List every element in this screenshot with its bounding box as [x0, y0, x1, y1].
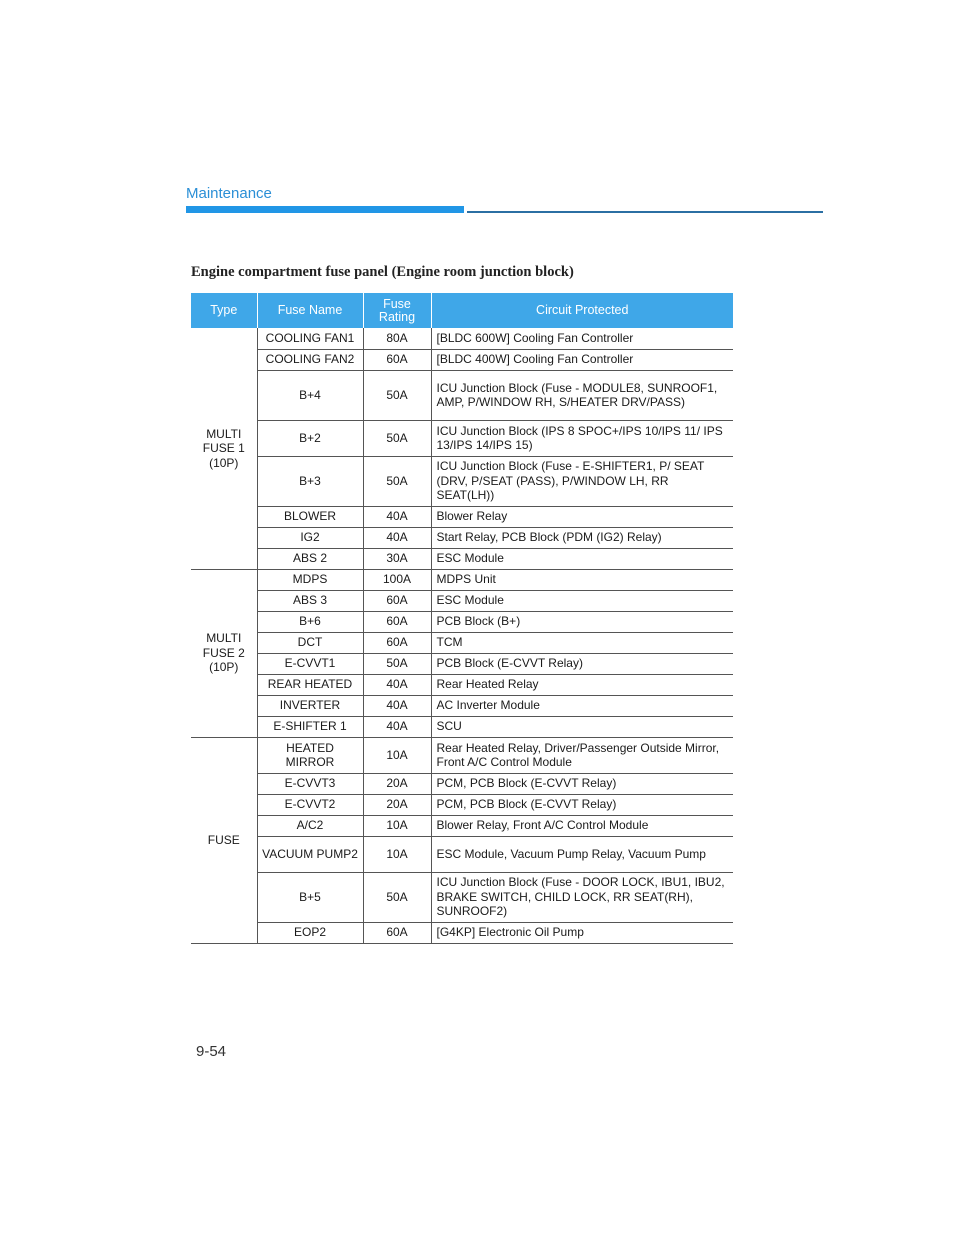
table-row: [191, 836, 733, 872]
fuse-rating-cell: 20A: [363, 794, 431, 815]
table-row: [191, 737, 733, 773]
table-row: [191, 922, 733, 943]
fuse-name-cell: B+4: [257, 370, 363, 420]
circuit-cell: PCB Block (E-CVVT Relay): [431, 653, 733, 674]
fuse-name-cell: REAR HEATED: [257, 674, 363, 695]
header-type: Type: [191, 293, 257, 328]
fuse-name-cell: B+6: [257, 611, 363, 632]
circuit-cell: Start Relay, PCB Block (PDM (IG2) Relay): [431, 527, 733, 548]
table-header-row: [191, 293, 733, 328]
fuse-rating-cell: 10A: [363, 815, 431, 836]
fuse-name-cell: B+2: [257, 420, 363, 456]
table-row: [191, 611, 733, 632]
table-row: [191, 569, 733, 590]
table-row: [191, 632, 733, 653]
circuit-cell: [BLDC 400W] Cooling Fan Controller: [431, 349, 733, 370]
fuse-rating-cell: 50A: [363, 653, 431, 674]
table-row: [191, 773, 733, 794]
header-accent-bar: [186, 206, 464, 213]
table-caption: Engine compartment fuse panel (Engine room junction block): [191, 264, 574, 280]
table-row: [191, 590, 733, 611]
type-cell: MULTI FUSE 1 (10P): [191, 328, 257, 569]
fuse-rating-cell: 10A: [363, 836, 431, 872]
fuse-rating-cell: 40A: [363, 527, 431, 548]
fuse-rating-cell: 10A: [363, 737, 431, 773]
table-row: [191, 674, 733, 695]
fuse-name-cell: COOLING FAN2: [257, 349, 363, 370]
table-row: [191, 349, 733, 370]
circuit-cell: ESC Module: [431, 590, 733, 611]
fuse-table: [191, 293, 733, 944]
header-fuse-rating: Fuse Rating: [363, 293, 431, 328]
circuit-cell: PCM, PCB Block (E-CVVT Relay): [431, 794, 733, 815]
fuse-rating-cell: 80A: [363, 328, 431, 349]
fuse-name-cell: ABS 2: [257, 548, 363, 569]
table-row: [191, 420, 733, 456]
circuit-cell: [G4KP] Electronic Oil Pump: [431, 922, 733, 943]
fuse-name-cell: HEATED MIRROR: [257, 737, 363, 773]
fuse-rating-cell: 50A: [363, 370, 431, 420]
circuit-cell: ICU Junction Block (Fuse - E-SHIFTER1, P/ SEAT (DRV, P/SEAT (PASS), P/WINDOW LH, RR SEAT(LH)): [431, 456, 733, 506]
type-cell: MULTI FUSE 2 (10P): [191, 569, 257, 737]
fuse-name-cell: E-CVVT1: [257, 653, 363, 674]
circuit-cell: PCM, PCB Block (E-CVVT Relay): [431, 773, 733, 794]
circuit-cell: Blower Relay: [431, 506, 733, 527]
table-row: [191, 695, 733, 716]
fuse-name-cell: A/C2: [257, 815, 363, 836]
section-title: Maintenance: [186, 185, 272, 202]
fuse-rating-cell: 60A: [363, 590, 431, 611]
fuse-rating-cell: 60A: [363, 922, 431, 943]
type-cell: FUSE: [191, 737, 257, 943]
table-row: [191, 815, 733, 836]
fuse-rating-cell: 40A: [363, 674, 431, 695]
fuse-rating-cell: 100A: [363, 569, 431, 590]
fuse-rating-cell: 60A: [363, 611, 431, 632]
fuse-name-cell: COOLING FAN1: [257, 328, 363, 349]
fuse-rating-cell: 60A: [363, 349, 431, 370]
circuit-cell: PCB Block (B+): [431, 611, 733, 632]
circuit-cell: Rear Heated Relay: [431, 674, 733, 695]
table-row: [191, 328, 733, 349]
fuse-rating-cell: 50A: [363, 456, 431, 506]
fuse-name-cell: DCT: [257, 632, 363, 653]
fuse-name-cell: IG2: [257, 527, 363, 548]
circuit-cell: ICU Junction Block (Fuse - DOOR LOCK, IBU1, IBU2, BRAKE SWITCH, CHILD LOCK, RR SEAT(RH), SUNROOF2): [431, 872, 733, 922]
header-circuit: Circuit Protected: [431, 293, 733, 328]
fuse-rating-cell: 40A: [363, 716, 431, 737]
table-row: [191, 548, 733, 569]
table-row: [191, 506, 733, 527]
table-row: [191, 653, 733, 674]
circuit-cell: ICU Junction Block (Fuse - MODULE8, SUNROOF1, AMP, P/WINDOW RH, S/HEATER DRV/PASS): [431, 370, 733, 420]
fuse-name-cell: INVERTER: [257, 695, 363, 716]
fuse-rating-cell: 40A: [363, 506, 431, 527]
table-row: [191, 456, 733, 506]
fuse-rating-cell: 50A: [363, 420, 431, 456]
fuse-name-cell: E-CVVT2: [257, 794, 363, 815]
fuse-name-cell: MDPS: [257, 569, 363, 590]
fuse-table-body: [191, 328, 733, 943]
table-row: [191, 716, 733, 737]
fuse-name-cell: E-CVVT3: [257, 773, 363, 794]
circuit-cell: SCU: [431, 716, 733, 737]
circuit-cell: ESC Module: [431, 548, 733, 569]
header-fuse-name: Fuse Name: [257, 293, 363, 328]
table-row: [191, 794, 733, 815]
fuse-rating-cell: 20A: [363, 773, 431, 794]
circuit-cell: Rear Heated Relay, Driver/Passenger Outside Mirror, Front A/C Control Module: [431, 737, 733, 773]
circuit-cell: ESC Module, Vacuum Pump Relay, Vacuum Pump: [431, 836, 733, 872]
fuse-name-cell: B+3: [257, 456, 363, 506]
fuse-name-cell: BLOWER: [257, 506, 363, 527]
fuse-name-cell: E-SHIFTER 1: [257, 716, 363, 737]
fuse-rating-cell: 60A: [363, 632, 431, 653]
circuit-cell: MDPS Unit: [431, 569, 733, 590]
fuse-rating-cell: 30A: [363, 548, 431, 569]
fuse-name-cell: B+5: [257, 872, 363, 922]
table-row: [191, 527, 733, 548]
circuit-cell: [BLDC 600W] Cooling Fan Controller: [431, 328, 733, 349]
page-number: 9-54: [196, 1043, 227, 1060]
fuse-rating-cell: 50A: [363, 872, 431, 922]
fuse-name-cell: VACUUM PUMP2: [257, 836, 363, 872]
table-row: [191, 872, 733, 922]
header-rule: [467, 211, 823, 213]
fuse-name-cell: ABS 3: [257, 590, 363, 611]
circuit-cell: ICU Junction Block (IPS 8 SPOC+/IPS 10/IPS 11/ IPS 13/IPS 14/IPS 15): [431, 420, 733, 456]
fuse-name-cell: EOP2: [257, 922, 363, 943]
circuit-cell: Blower Relay, Front A/C Control Module: [431, 815, 733, 836]
table-row: [191, 370, 733, 420]
circuit-cell: TCM: [431, 632, 733, 653]
fuse-rating-cell: 40A: [363, 695, 431, 716]
circuit-cell: AC Inverter Module: [431, 695, 733, 716]
